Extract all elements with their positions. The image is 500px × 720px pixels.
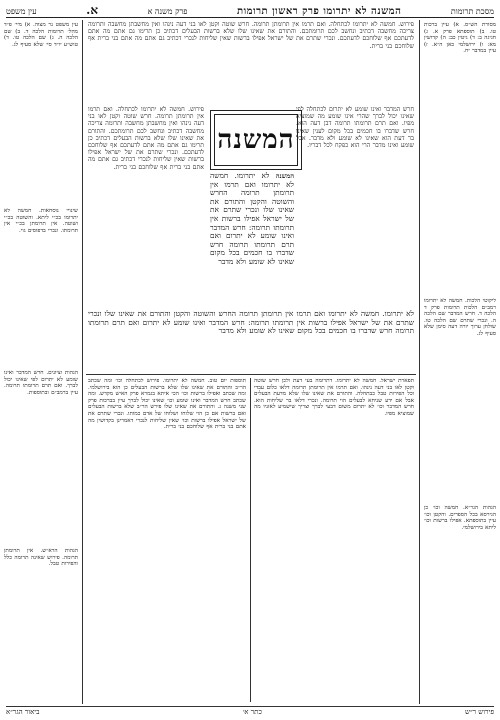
margin-right-mid <box>424 298 496 498</box>
hagahot-text: הגהות וציונים. חרש המדבר ואינו שומע לא יתרום לפי שאינו יכול לברך. ואם תרם תרומתו תרומה. עיין ברמב״ם ובתוספות. <box>4 370 78 396</box>
tiferet-text: תפארת ישראל. חמשה לא יתרומו. דתרומה בעי דעת ולכן חרש שוטה וקטן לאו בני דעה נינהו. ואם תרמו אין תרומתן תרומה דלאו כלום עבדי וכל הפירות טבל כבתחלה. והתורם את שאינו שלו שלא מדעת הבעלים אבל אם ידע שניחא לבעלים הוי תרומה. ונכרי דלאו בר שליחות הוא. חרש המדבר וכו׳ לא יתרום משום דבעי לברך וצריך שישמיע לאזניו מה שמוציא מפיו. <box>254 378 414 417</box>
margin-left-bottom <box>4 548 78 700</box>
page-header <box>6 3 494 18</box>
ein-mishpat-text: עין משפט נר מצוה. א) מיי׳ פ״ד מהל׳ תרומות הלכה ד. ב) שם הלכה ה. ג) שם הלכה טו. ד) טוש״ע יו״ד סי׳ שלא סעיף לג. <box>4 22 78 48</box>
bottom-right-commentary <box>254 378 414 702</box>
commentary-mid-text: חרש המדבר ואינו שומע לא יתרום לכתחלה לפי שאינו יכול לברך שהרי אינו שומע מה שמוציא מפיו. ואם תרם תרומתו תרומה דבן דעה הוא. חרש שדברו בו חכמים בכל מקום לענין שאינו בר דעת הוא שאינו לא שומע ולא מדבר. אבל שומע ואינו מדבר הרי הוא כפקח לכל דבריו. <box>296 106 414 150</box>
header-left-label: עין משפט <box>6 7 37 16</box>
mishna-lead: המשנה <box>275 172 294 180</box>
footer-left: ביאור הגר״א <box>6 708 40 716</box>
header-right-label: מסכת תרומות <box>450 7 494 16</box>
margin-right-low <box>424 505 496 700</box>
tosafot-yt-text: תוספות יום טוב. חמשה לא יתרומו. פירוש לכתחלה וכו׳ ומה שכתב הר״ב והתורם את שאינו שלו שלא ברשות הבעלים כן הוא בירושלמי. ומה שכתב ואפילו ברשות וכו׳ הכי איתא בגמרא פרק האיש מקדש. ומה שכתב חרש המדבר ואינו שומע וכו׳ שאינו יכול לברך עיין בברכות פרק שני משנה ג. והתורם את שאינו שלו פירש הר״ב שלא ברשות הבעלים ואם ברשות אם כן הוי שלוחו ושלוחו של אדם כמותו. ונכרי שתרם את של ישראל אפילו ברשות וכו׳ שאין שליחות לנכרי דאמרינן בקדושין מה אתם בני ברית אף שלוחכם בני ברית. <box>88 378 246 431</box>
harosh-text: הגהות הרא״ש. אין תרומתן תרומה. פירוש שאינה תרומה כלל והפירות טבל. <box>4 548 78 568</box>
divider-center <box>250 378 251 702</box>
margin-left-mid <box>4 208 78 363</box>
commentary-top-text-2: פירוש. חמשה לא יתרומו לכתחלה. ואם תרמו אין תרומתן תרומה. חרש שוטה וקטן לאו בני דעה נינהו ואין מחשבתן מחשבה ותרומה צריכה מחשבה דכתיב ונחשב לכם תרומתכם. והתורם את שאינו שלו שלא ברשות הבעלים דכתיב כן תרימו גם אתם מה אתם לדעתכם אף שלוחכם לדעתכם. ונכרי שתרם את של ישראל אפילו ברשות שאין שליחות לנכרי דכתיב גם אתם מה אתם בני ברית אף שלוחכם בני ברית. <box>88 106 204 171</box>
mishna-text <box>210 172 294 267</box>
page-footer <box>6 706 494 719</box>
footer-right: פירוש ר״ש <box>465 708 494 716</box>
page-number: א. <box>86 3 99 17</box>
title-word: המשנה <box>217 125 295 155</box>
margin-left-low <box>4 370 78 540</box>
commentary-right-column <box>296 106 414 306</box>
margin-right-top <box>424 22 496 292</box>
shinuyei-text: שינויי נוסחאות. חמשה לא יתרומו בכ״י ליתא. והשוטה בכ״י ושוטה. אין תרומתן בכ״י אין תרומתו. ונכרי בדפוסים גוי. <box>4 208 78 234</box>
header-title: המשנה לא יתרומו פרק ראשון תרומות <box>237 6 402 17</box>
commentary-left-column <box>88 106 204 306</box>
header-sub: פרק משנה א <box>147 7 188 16</box>
mishna-text-continued: לא יתרומו. חמשה לא יתרומו ואם תרמו אין תרומתן תרומה החרש והשוטה והקטן והתורם את שאינו שלו ונכרי שתרם את של ישראל אפילו ברשות אין תרומתו תרומה: חרש המדבר ואינו שומע לא יתרום ואם תרם תרומתו תרומה חרש שדברו בו חכמים בכל מקום שאינו לא שומע ולא מדבר <box>88 310 414 336</box>
commentary-top <box>88 21 414 101</box>
footer-center: כתר א׳ <box>242 708 262 716</box>
gra-text: הגהות הגר״א. חמשה וכו׳ כן הגירסא בכל הספרים. והקטן וכו׳ עיין בתוספתא. אפילו ברשות וכו׳ ליתא בירושלמי. <box>424 505 496 531</box>
mishna-body: לא יתרומו. חמשה לא יתרומו ואם תרמו אין תרומתן תרומה החרש והשוטה והקטן והתורם את שאינו שלו ונכרי שתרם את של ישראל אפילו ברשות אין תרומתו תרומה: חרש המדבר ואינו שומע לא יתרום ואם תרם תרומתו תרומה חרש שדברו בו חכמים בכל מקום שאינו לא שומע ולא מדבר <box>210 172 294 266</box>
mishna-block <box>210 172 294 306</box>
divider-bottom <box>86 374 416 375</box>
divider-right <box>419 20 420 704</box>
margin-left-top <box>4 22 78 202</box>
commentary-top-text: פירוש. חמשה לא יתרומו לכתחלה. ואם תרמו אין תרומתן תרומה. חרש שוטה וקטן לאו בני דעה נינהו ואין מחשבתן מחשבה ותרומה צריכה מחשבה דכתיב ונחשב לכם תרומתכם. והתורם את שאינו שלו שלא ברשות הבעלים דכתיב כן תרימו גם אתם מה אתם לדעתכם אף שלוחכם לדעתכם. ונכרי שתרם את של ישראל אפילו ברשות שאין שליחות לנכרי דכתיב גם אתם מה אתם בני ברית אף שלוחכם בני ברית. <box>88 21 414 50</box>
likutei-text: ליקוטי הלכות. חמשה לא יתרומו רמב״ם הלכות תרומות פרק ד הלכה ד. חרש המדבר שם הלכה ה. ונכרי שתרם שם הלכה טו. שולחן ערוך יורה דעה סימן שלא סעיף לג. <box>424 298 496 337</box>
bottom-left-commentary <box>88 378 246 702</box>
masoret-text: מסורת הש״ס. א) עיין ברכות טו. ב) תוספתא פרק א. ג) חגיגה ב: ד) גיטין כב: ה) קדושין מא: ו) ירושלמי כאן ה״א. ז) עיין במדבר יח. <box>424 22 496 55</box>
mishna-continuation <box>88 310 414 370</box>
divider-left <box>82 20 83 704</box>
title-box <box>210 110 302 170</box>
